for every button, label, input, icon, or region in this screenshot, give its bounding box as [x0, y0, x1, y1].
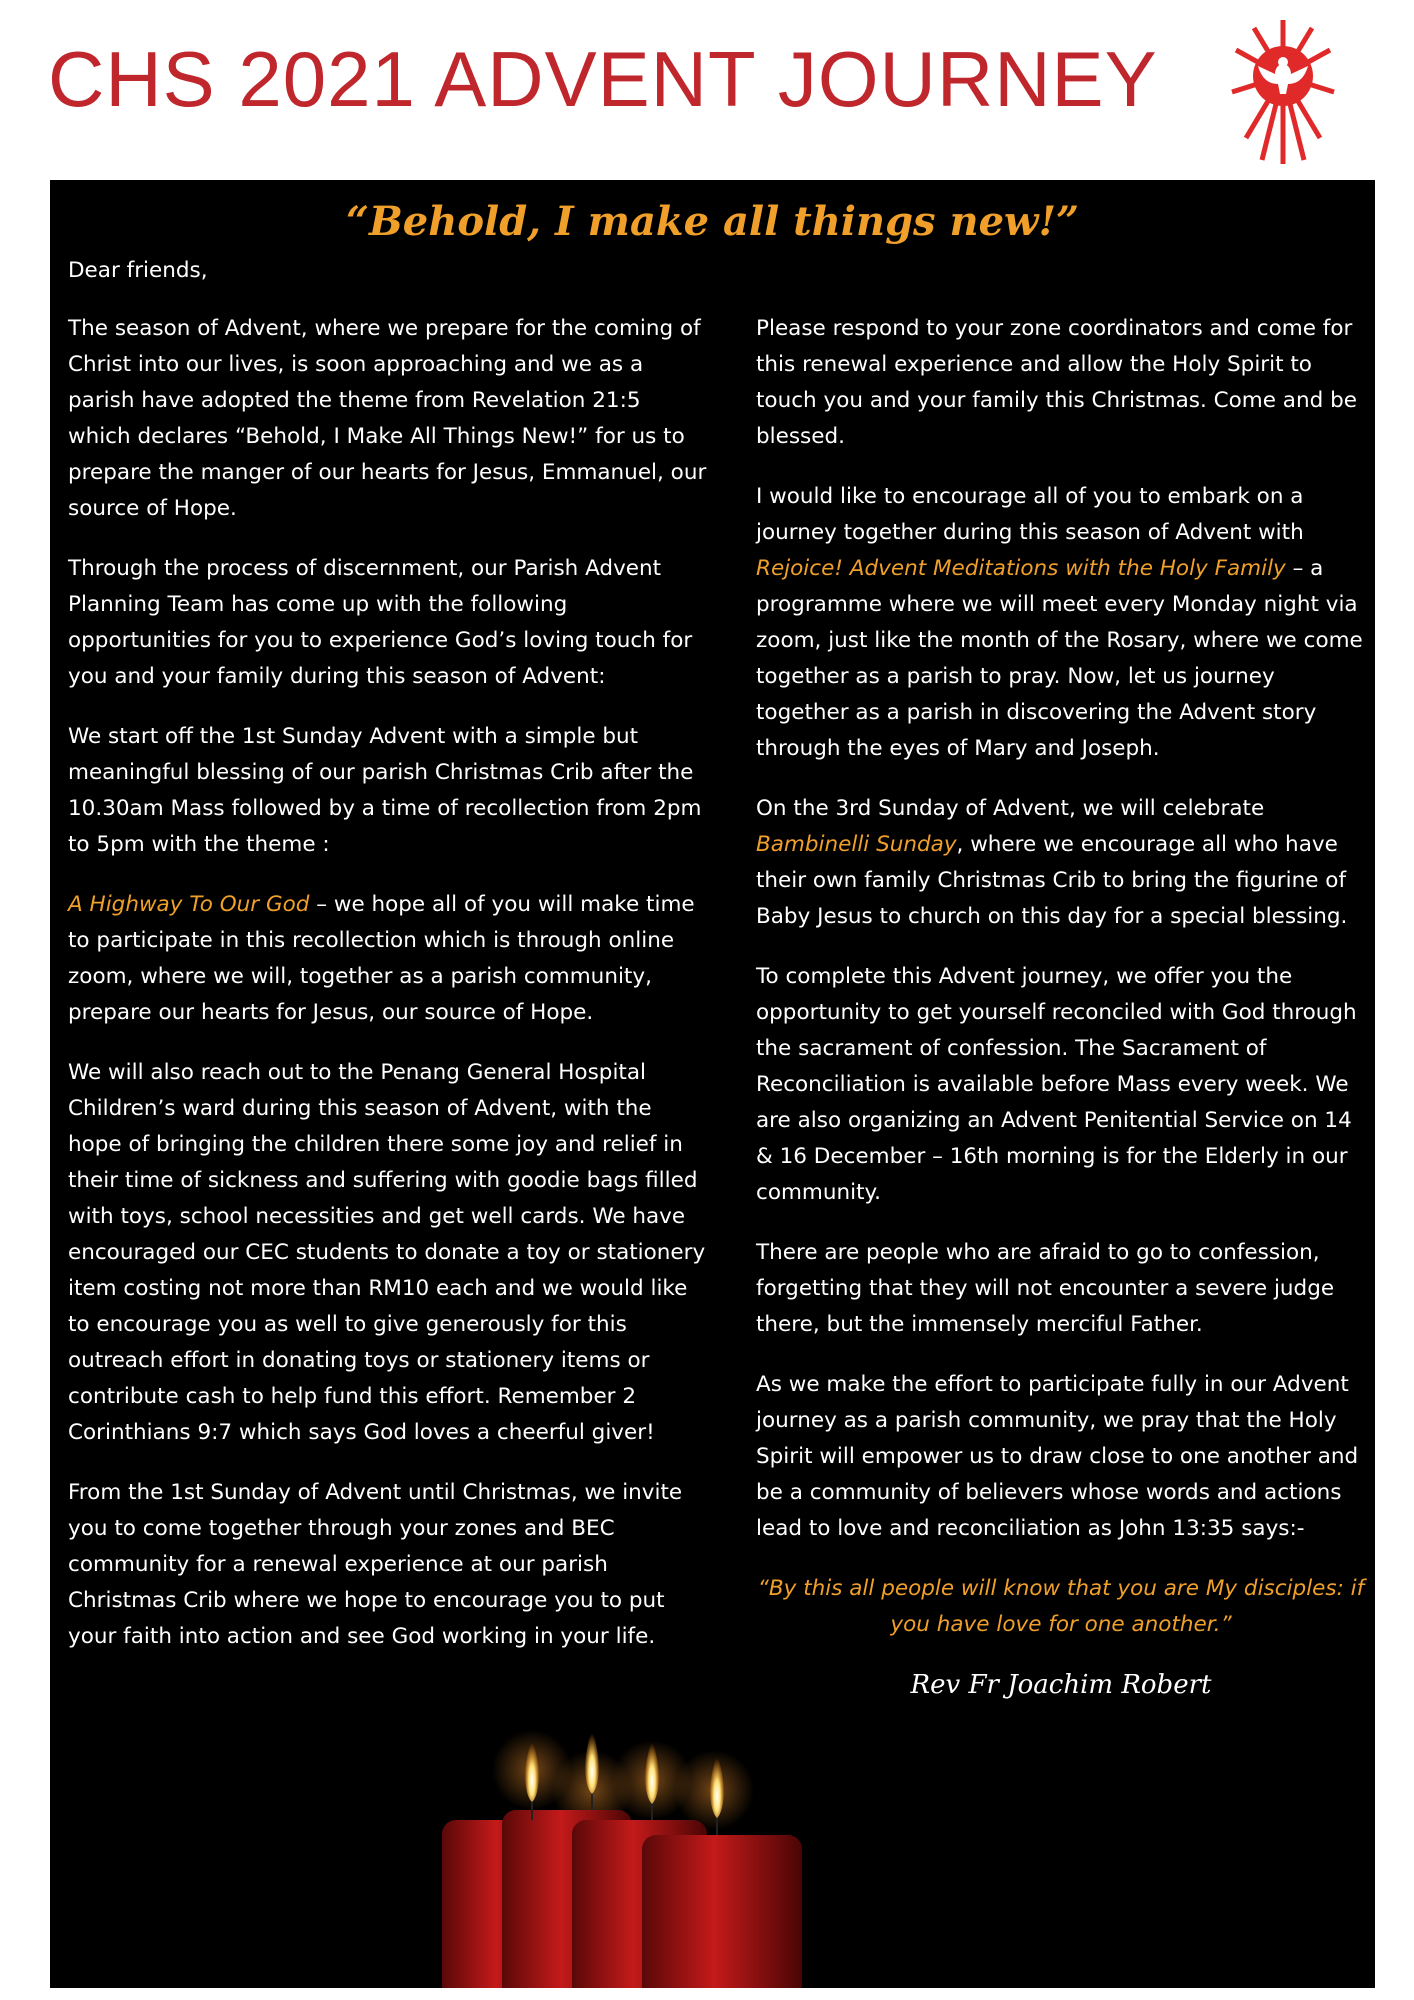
greeting: Dear friends,	[68, 258, 208, 283]
paragraph: We start off the 1st Sunday Advent with a simple but meaningful blessing of our parish Christmas Crib after the 10.30am Mass followed by a time of recollection from 2pm to 5pm with the theme :	[68, 724, 702, 857]
dove-rays-icon	[1228, 14, 1338, 170]
paragraph: The season of Advent, where we prepare for the coming of Christ into our lives, is soon approaching and we as a parish have adopted the theme from Revelation 21:5 which declares “Behold, I Make All Things New!” for us to prepare the manger of our hearts for Jesus, Emmanuel, our source of Hope.	[68, 316, 707, 521]
paragraph-text: – a programme where we will meet every Monday night via zoom, just like the month of the Rosary, where we come together as a parish to pray. Now, let us journey together as a parish in discovering the Advent story through the eyes of Mary and Joseph.	[756, 556, 1363, 761]
paragraph: From the 1st Sunday of Advent until Christmas, we invite you to come together through your zones and BEC community for a renewal experience at our parish Christmas Crib where we hope to encourage you to put your faith into action and see God working in your life.	[68, 1480, 683, 1649]
paragraph-text: I would like to encourage all of you to embark on a journey together during this season of Advent with	[756, 484, 1304, 545]
advent-candles-icon	[442, 1670, 872, 1988]
paragraph: As we make the effort to participate fully in our Advent journey as a parish community, we pray that the Holy Spirit will empower us to draw close to one another and be a community of believers whose words and actions lead to love and reconciliation as John 13:35 says:-	[756, 1372, 1359, 1541]
paragraph: We will also reach out to the Penang General Hospital Children’s ward during this season of Advent, with the hope of bringing the children there some joy and relief in their time of sickness and suffering with goodie bags filled with toys, school necessities and get well cards. We have encouraged our CEC students to donate a toy or stationery item costing not more than RM10 each and we would like to encourage you as well to give generously for this outreach effort in donating toys or stationery items or contribute cash to help fund this effort. Remember 2 Corinthians 9:7 which says God loves a cheerful giver!	[68, 1060, 706, 1445]
paragraph	[756, 791, 1366, 935]
theme-quote: “Behold, I make all things new!”	[345, 198, 1080, 245]
paragraph: Through the process of discernment, our Parish Advent Planning Team has come up with the following opportunities for you to experience God’s loving touch for you and your family during this season of Advent:	[68, 556, 693, 689]
paragraph-text: , where we encourage all who have their own family Christmas Crib to bring the figurine of Baby Jesus to church on this day for a special blessing.	[756, 832, 1348, 929]
signature: Rev Fr Joachim Robert	[910, 1670, 1212, 1700]
left-column	[68, 311, 708, 1679]
closing-quote: “By this all people will know that you are My disciples: if you have love for one another.”	[757, 1576, 1365, 1637]
page-title: CHS 2021 ADVENT JOURNEY	[48, 35, 1158, 123]
paragraph: Please respond to your zone coordinators and come for this renewal experience and allow the Holy Spirit to touch you and your family this Christmas. Come and be blessed.	[756, 316, 1357, 449]
right-column	[756, 311, 1366, 1703]
paragraph	[68, 887, 708, 1031]
paragraph: There are people who are afraid to go to confession, forgetting that they will not encounter a severe judge there, but the immensely merciful Father.	[756, 1240, 1335, 1337]
paragraph-text: – we hope all of you will make time to participate in this recollection which is through online zoom, where we will, together as a parish community, prepare our hearts for Jesus, our source of Hope.	[68, 892, 695, 1025]
letter-panel	[50, 180, 1375, 1988]
header	[0, 0, 1414, 180]
event-title: Bambinelli Sunday	[756, 832, 957, 857]
paragraph: To complete this Advent journey, we offer you the opportunity to get yourself reconciled with God through the sacrament of confession. The Sacrament of Reconciliation is available before Mass every week. We are also organizing an Advent Penitential Service on 14 & 16 December – 16th morning is for the Elderly in our community.	[756, 964, 1357, 1205]
recollection-theme: A Highway To Our God	[68, 892, 310, 917]
programme-title: Rejoice! Advent Meditations with the Holy Family	[756, 556, 1286, 581]
paragraph	[756, 479, 1366, 767]
paragraph-text: On the 3rd Sunday of Advent, we will celebrate	[756, 796, 1265, 821]
